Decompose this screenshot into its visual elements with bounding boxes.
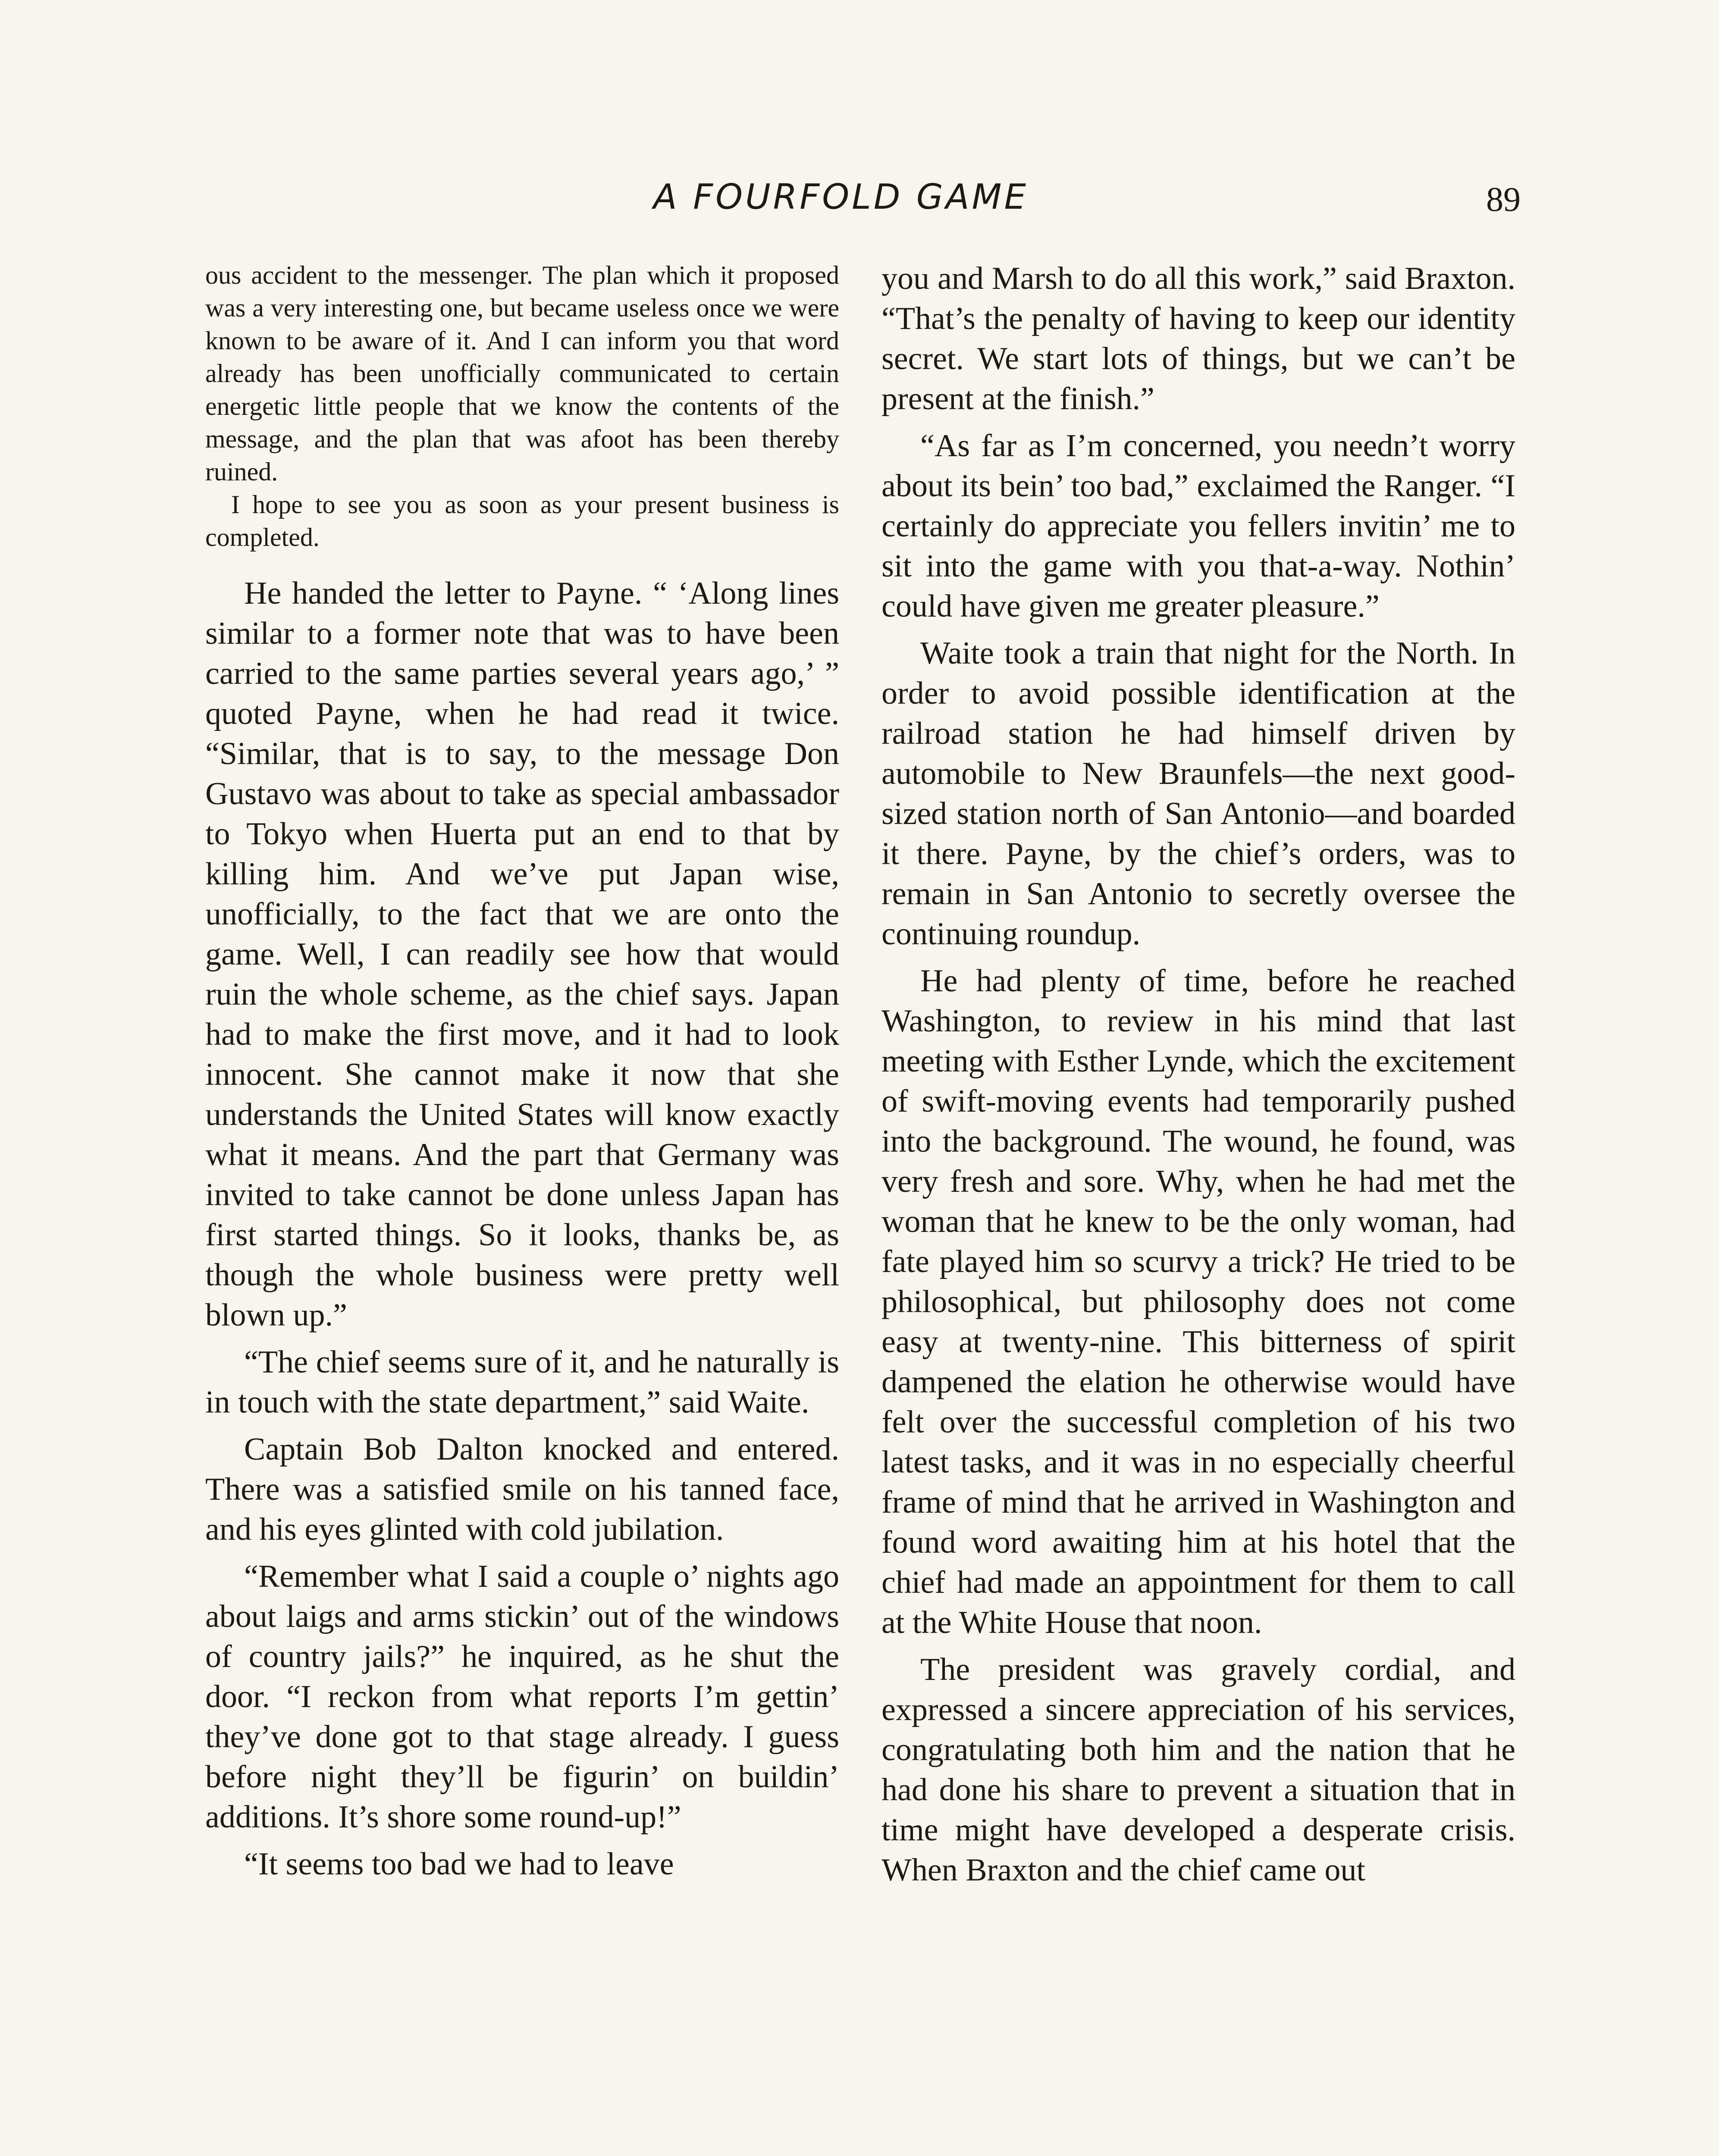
left-body-text [205,573,839,1884]
right-body-text [881,259,1515,1890]
paragraph: The president was gravely cordial, and expressed a sincere appreciation of his services, congratulating both him and the nation that he had done his share to prevent a situation that in time might have developed a desperate crisis. When Braxton and the chief came out [881,1652,1515,1888]
right-column [881,259,1515,1890]
paragraph: He handed the letter to Payne. “ ‘Along lines similar to a former note that was to have been carried to the same parties several years ago,’ ” quoted Payne, when he had read it twice. “Similar, that is to say, to the message Don Gustavo was about to take as special ambassador to Tokyo when Huerta put an end to that by killing him. And we’ve put Japan wise, unofficially, to the fact that we are onto the game. Well, I can readily see how that would ruin the whole scheme, as the chief says. Japan had to make the first move, and it had to look innocent. She cannot make it now that she understands the United States will know exactly what it means. And the part that Germany was invited to take cannot be done unless Japan has first started things. So it looks, thanks be, as though the whole business were pretty well blown up.” [205,576,839,1333]
page-number: 89 [1486,181,1521,219]
paragraph: Captain Bob Dalton knocked and entered. There was a satisfied smile on his tanned face, and his eyes glinted with cold jubilation. [205,1432,839,1547]
left-column [205,259,839,1884]
paragraph: “It seems too bad we had to leave [244,1846,674,1882]
paragraph: He had plenty of time, before he reached Washington, to review in his mind that last meeting with Esther Lynde, which the excitement of swift-moving events had temporarily pushed into the background. The wound, he found, was very fresh and sore. Why, when he had met the woman that he knew to be the only woman, had fate played him so scurvy a trick? He tried to be philosophical, but philosophy does not come easy at twenty-nine. This bitterness of spirit dampened the elation he otherwise would have felt over the successful completion of his two latest tasks, and it was in no especially cheerful frame of mind that he arrived in Washington and found word awaiting him at his hotel that the chief had made an appointment for them to call at the White House that noon. [881,963,1515,1640]
paragraph: “As far as I’m concerned, you needn’t worry about its bein’ too bad,” exclaimed the Ranger. “I certainly do appreciate you fellers invitin’ me to sit into the game with you that-a-way. Nothin’ could have given me greater pleasure.” [881,428,1515,624]
paragraph: “Remember what I said a couple o’ nights ago about laigs and arms stickin’ out of the windows of country jails?” he inquired, as he shut the door. “I reckon from what reports I’m gettin’ they’ve done got to that stage already. I guess before night they’ll be figurin’ on buildin’ additions. It’s shore some round-up!” [205,1559,839,1835]
letter-paragraph: ous accident to the messenger. The plan which it proposed was a very interesting one, but became useless once we were known to be aware of it. And I can inform you that word already has been unofficially communicated to certain energetic little people that we know the contents of the message, and the plan that was afoot has been thereby ruined. [205,261,839,486]
paragraph: Waite took a train that night for the North. In order to avoid possible identification at the railroad station he had himself driven by automobile to New Braunfels—the next good-sized station north of San Antonio—and boarded it there. Payne, by the chief’s orders, was to remain in San Antonio to secretly oversee the continuing roundup. [881,636,1515,952]
paragraph: “The chief seems sure of it, and he naturally is in touch with the state department,” said Waite. [205,1344,839,1420]
paragraph: you and Marsh to do all this work,” said Braxton. “That’s the penalty of having to keep our identity secret. We start lots of things, but we can’t be present at the finish.” [881,261,1515,417]
letter-closing: I hope to see you as soon as your present business is completed. [205,490,839,552]
running-title: A FOURFOLD GAME [653,177,1029,217]
quoted-letter [205,259,839,554]
